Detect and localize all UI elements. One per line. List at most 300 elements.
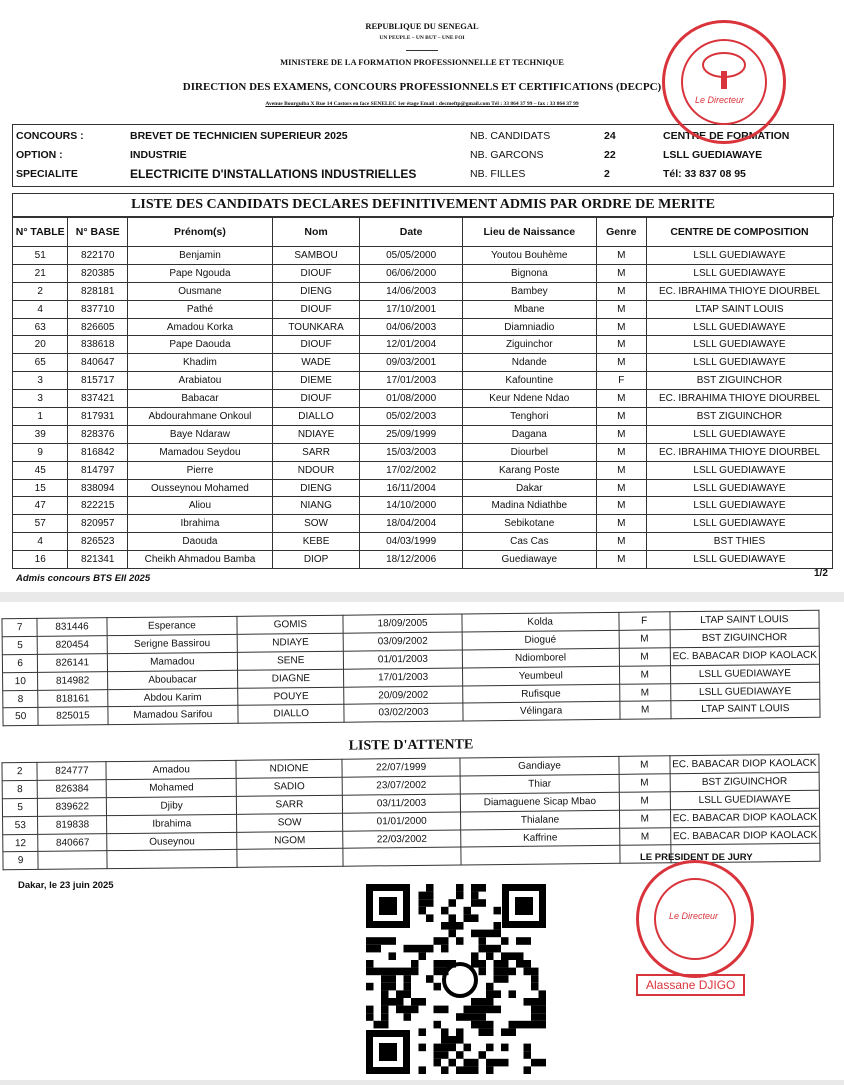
qr-module (426, 945, 434, 953)
cell-lieu: Diourbel (463, 443, 597, 461)
qr-module (539, 1059, 547, 1067)
table-row (13, 533, 833, 551)
cell-table: 9 (3, 852, 39, 870)
admis-table-continued (1, 610, 820, 727)
cell-prenom: Pierre (128, 461, 273, 479)
qr-module (381, 1013, 389, 1021)
cell-genre: M (596, 354, 646, 372)
qr-module (441, 1044, 449, 1052)
cell-nom: NDIONE (236, 759, 342, 778)
qr-module (381, 1021, 389, 1029)
nb-filles-value: 2 (604, 167, 610, 180)
concours-label: CONCOURS : (16, 129, 84, 142)
cell-nom: NDOUR (272, 461, 359, 479)
qr-module (366, 983, 374, 991)
qr-module (531, 998, 539, 1006)
cell-prenom: Abdourahmane Onkoul (128, 408, 273, 426)
cell-date: 09/03/2001 (360, 354, 463, 372)
col-nom: Nom (272, 218, 359, 247)
cell-prenom: Abdou Karim (107, 688, 238, 707)
qr-module (464, 1059, 472, 1067)
cell-prenom: Ibrahima (107, 814, 237, 833)
cell-nom: TOUNKARA (272, 318, 359, 336)
cell-table: 1 (13, 408, 68, 426)
cell-nom: POUYE (238, 687, 344, 706)
qr-module (524, 998, 532, 1006)
cell-base (38, 851, 107, 870)
col-prenom: Prénom(s) (128, 218, 273, 247)
cell-genre: M (596, 443, 646, 461)
qr-module (366, 968, 374, 976)
qr-module (404, 990, 412, 998)
table-row (13, 264, 833, 282)
cell-prenom: Khadim (128, 354, 273, 372)
cell-date: 14/10/2000 (360, 497, 463, 515)
cell-nom: DIOUF (272, 300, 359, 318)
cell-table: 8 (3, 690, 39, 708)
cell-date: 17/10/2001 (360, 300, 463, 318)
qr-module (441, 1051, 449, 1059)
cell-nom: DIOP (272, 551, 359, 569)
cell-table: 4 (13, 533, 68, 551)
cell-prenom: Djiby (107, 796, 237, 815)
cell-nom: SOW (272, 515, 359, 533)
cell-lieu: Thiar (460, 774, 619, 794)
president-label: LE PRESIDENT DE JURY (640, 852, 753, 863)
cell-prenom: Ouseynou (107, 832, 237, 851)
cell-base: 820454 (38, 636, 107, 655)
cell-table: 5 (2, 798, 38, 816)
cell-genre: M (596, 282, 646, 300)
cell-centre: EC. IBRAHIMA THIOYE DIOURBEL (646, 282, 832, 300)
table-row (13, 461, 833, 479)
republic-heading: REPUBLIQUE DU SENEGAL (365, 21, 479, 31)
specialite-label: SPECIALITE (16, 167, 78, 180)
cell-prenom: Babacar (128, 390, 273, 408)
qr-module (531, 1006, 539, 1014)
cell-date (343, 847, 461, 866)
qr-module (509, 968, 517, 976)
cell-lieu: Rufisque (462, 684, 619, 704)
qr-module (456, 1013, 464, 1021)
centre-label: CENTRE DE FORMATION (663, 129, 790, 142)
cell-prenom: Cheikh Ahmadou Bamba (128, 551, 273, 569)
qr-module (486, 1059, 494, 1067)
cell-base: 822215 (68, 497, 128, 515)
qr-module (524, 1044, 532, 1052)
qr-module (539, 998, 547, 1006)
qr-module (464, 1013, 472, 1021)
cell-nom: KEBE (272, 533, 359, 551)
cell-genre: F (596, 372, 646, 390)
qr-module (449, 960, 457, 968)
qr-module (516, 960, 524, 968)
qr-module (486, 983, 494, 991)
qr-module (539, 1013, 547, 1021)
cell-genre: M (619, 648, 670, 666)
qr-module (531, 975, 539, 983)
cell-table: 4 (13, 300, 68, 318)
cell-nom: SADIO (236, 777, 342, 796)
cell-centre: EC. IBRAHIMA THIOYE DIOURBEL (646, 390, 832, 408)
cell-genre: M (596, 264, 646, 282)
cell-table: 47 (13, 497, 68, 515)
table-row (13, 300, 833, 318)
qr-module (434, 1044, 442, 1052)
qr-module (486, 1044, 494, 1052)
cell-lieu: Ndande (463, 354, 597, 372)
cell-date: 04/06/2003 (360, 318, 463, 336)
qr-module (486, 945, 494, 953)
table-row (13, 551, 833, 569)
cell-base: 838094 (68, 479, 128, 497)
cell-lieu: Keur Ndene Ndao (463, 390, 597, 408)
qr-module (441, 937, 449, 945)
cell-nom: WADE (272, 354, 359, 372)
qr-module (479, 937, 487, 945)
cell-genre: M (596, 300, 646, 318)
qr-module (479, 1021, 487, 1029)
cell-genre: M (619, 774, 670, 792)
col-date: Date (360, 218, 463, 247)
qr-module (419, 899, 427, 907)
table-row (13, 372, 833, 390)
concours-value: BREVET DE TECHNICIEN SUPERIEUR 2025 (130, 129, 348, 142)
qr-module (486, 952, 494, 960)
cell-base: 824777 (37, 762, 106, 781)
cell-lieu: Thialane (461, 810, 620, 830)
cell-prenom: Mamadou Seydou (128, 443, 273, 461)
cell-centre: LTAP SAINT LOUIS (670, 610, 820, 629)
cell-nom: DIENG (272, 282, 359, 300)
cell-lieu: Guediawaye (463, 551, 597, 569)
cell-table: 10 (3, 672, 39, 690)
nb-garcons-value: 22 (604, 148, 616, 161)
qr-module (404, 968, 412, 976)
col-base: N° BASE (68, 218, 128, 247)
qr-module (441, 945, 449, 953)
qr-module (471, 930, 479, 938)
table-row (13, 318, 833, 336)
cell-date: 01/01/2003 (344, 650, 462, 669)
qr-module (486, 930, 494, 938)
qr-module (479, 945, 487, 953)
cell-genre: M (596, 533, 646, 551)
qr-module (419, 892, 427, 900)
qr-module (434, 1059, 442, 1067)
cell-lieu: Cas Cas (463, 533, 597, 551)
cell-base: 826384 (38, 780, 107, 799)
cell-prenom: Pape Daouda (128, 336, 273, 354)
qr-module (531, 968, 539, 976)
cell-date: 01/01/2000 (343, 812, 461, 831)
cell-prenom: Amadou (106, 760, 236, 779)
cell-table: 57 (13, 515, 68, 533)
qr-module (479, 998, 487, 1006)
table-row (13, 247, 833, 265)
table-header-row (13, 218, 833, 247)
qr-module (494, 968, 502, 976)
qr-module (396, 968, 404, 976)
qr-module (524, 968, 532, 976)
cell-date: 01/08/2000 (360, 390, 463, 408)
cell-date: 18/04/2004 (360, 515, 463, 533)
cell-genre: M (596, 551, 646, 569)
qr-module (471, 892, 479, 900)
qr-module (404, 1006, 412, 1014)
table-row (13, 425, 833, 443)
cell-prenom: Aboubacar (107, 670, 238, 689)
cell-centre: BST ZIGUINCHOR (646, 372, 832, 390)
stamp-center-text: Le Directeur (695, 95, 745, 105)
qr-module (441, 922, 449, 930)
qr-module (411, 960, 419, 968)
cell-nom: DIAGNE (238, 669, 344, 688)
qr-module (471, 952, 479, 960)
cell-base: 821341 (68, 551, 128, 569)
qr-module (531, 983, 539, 991)
qr-module (456, 1036, 464, 1044)
qr-module (509, 1028, 517, 1036)
qr-module (426, 914, 434, 922)
qr-module (494, 1006, 502, 1014)
qr-module (441, 907, 449, 915)
cell-prenom: Arabiatou (128, 372, 273, 390)
cell-centre: EC. BABACAR DIOP KAOLACK (670, 826, 820, 845)
qr-module (366, 945, 374, 953)
cell-prenom: Pathé (128, 300, 273, 318)
qr-module (389, 983, 397, 991)
qr-module (471, 998, 479, 1006)
qr-module (524, 1021, 532, 1029)
cell-date: 23/07/2002 (342, 776, 460, 795)
cell-centre: LSLL GUEDIAWAYE (646, 515, 832, 533)
qr-module (494, 907, 502, 915)
table-row (13, 443, 833, 461)
cell-nom: DIENG (272, 479, 359, 497)
table-row (13, 515, 833, 533)
cell-nom: DIOUF (272, 336, 359, 354)
cell-lieu: Gandiaye (460, 756, 619, 776)
option-label: OPTION : (16, 148, 63, 161)
cell-genre: M (596, 479, 646, 497)
specialite-value: ELECTRICITE D'INSTALLATIONS INDUSTRIELLES (130, 166, 417, 181)
qr-module (434, 968, 442, 976)
cell-lieu (461, 846, 620, 866)
qr-module (389, 952, 397, 960)
cell-prenom: Serigne Bassirou (107, 634, 238, 653)
cell-table: 65 (13, 354, 68, 372)
cell-table: 16 (13, 551, 68, 569)
table-row (13, 354, 833, 372)
qr-module (479, 968, 487, 976)
cell-base: 838618 (68, 336, 128, 354)
cell-base: 816842 (68, 443, 128, 461)
qr-module (381, 937, 389, 945)
cell-table: 7 (2, 618, 38, 636)
qr-module (539, 1021, 547, 1029)
qr-module (374, 968, 382, 976)
cell-genre: M (619, 809, 670, 827)
qr-module (434, 983, 442, 991)
cell-nom: SARR (236, 795, 342, 814)
qr-module (374, 945, 382, 953)
cell-lieu: Dakar (463, 479, 597, 497)
qr-module (426, 884, 434, 892)
qr-module (381, 968, 389, 976)
cell-lieu: Tenghori (463, 408, 597, 426)
table-row (13, 390, 833, 408)
cell-date: 15/03/2003 (360, 443, 463, 461)
cell-centre: EC. IBRAHIMA THIOYE DIOURBEL (646, 443, 832, 461)
col-genre: Genre (596, 218, 646, 247)
qr-module (456, 922, 464, 930)
qr-module (419, 945, 427, 953)
cell-centre: EC. BABACAR DIOP KAOLACK (670, 754, 820, 773)
qr-module (456, 1066, 464, 1074)
qr-module (501, 1044, 509, 1052)
qr-module (494, 1059, 502, 1067)
cell-base: 840667 (38, 833, 107, 852)
stamp-center-text-2: Le Directeur (669, 911, 719, 921)
cell-table: 5 (2, 636, 38, 654)
cell-lieu: Mbane (463, 300, 597, 318)
qr-module (494, 922, 502, 930)
qr-module (464, 1044, 472, 1052)
cell-nom: SAMBOU (272, 247, 359, 265)
qr-module (471, 914, 479, 922)
qr-module (486, 1066, 494, 1074)
cell-table: 2 (13, 282, 68, 300)
cell-lieu: Madina Ndiathbe (463, 497, 597, 515)
col-table: N° TABLE (13, 218, 68, 247)
cell-date: 03/02/2003 (344, 703, 462, 722)
qr-module (374, 937, 382, 945)
cell-genre: M (619, 792, 670, 810)
qr-module (396, 1006, 404, 1014)
qr-module (479, 884, 487, 892)
motto: UN PEUPLE – UN BUT – UNE FOI (379, 35, 465, 41)
cell-base: 840647 (68, 354, 128, 372)
qr-module (449, 922, 457, 930)
qr-module (449, 899, 457, 907)
qr-module (366, 1013, 374, 1021)
qr-module (449, 1036, 457, 1044)
qr-module (434, 960, 442, 968)
cell-date: 16/11/2004 (360, 479, 463, 497)
qr-module (501, 1028, 509, 1036)
cell-lieu: Ziguinchor (463, 336, 597, 354)
cell-table: 50 (3, 708, 39, 726)
cell-table: 63 (13, 318, 68, 336)
qr-module (366, 937, 374, 945)
cell-prenom: Baye Ndaraw (128, 425, 273, 443)
cell-nom: DIEME (272, 372, 359, 390)
qr-module (396, 990, 404, 998)
cell-base: 826605 (68, 318, 128, 336)
nb-candidats-value: 24 (604, 129, 616, 142)
cell-table: 53 (3, 816, 39, 834)
qr-module (501, 960, 509, 968)
qr-module (456, 892, 464, 900)
cell-date: 14/06/2003 (360, 282, 463, 300)
cell-date: 05/02/2003 (360, 408, 463, 426)
cell-table: 15 (13, 479, 68, 497)
qr-module (531, 1059, 539, 1067)
cell-base: 819838 (38, 815, 107, 834)
qr-module (434, 937, 442, 945)
qr-module (524, 1051, 532, 1059)
cell-base: 820957 (68, 515, 128, 533)
qr-module (479, 960, 487, 968)
cell-base: 814982 (38, 671, 107, 690)
cell-genre: M (596, 390, 646, 408)
qr-module (509, 1021, 517, 1029)
cell-date: 22/03/2002 (343, 830, 461, 849)
cell-genre: M (619, 630, 670, 648)
qr-module (426, 899, 434, 907)
qr-module (396, 998, 404, 1006)
qr-module (456, 884, 464, 892)
qr-module (441, 1028, 449, 1036)
qr-module (531, 1021, 539, 1029)
cell-prenom: Mohamed (107, 778, 237, 797)
qr-module (524, 960, 532, 968)
qr-module (479, 1006, 487, 1014)
qr-module (501, 968, 509, 976)
signature-name: Alassane DJIGO (636, 974, 745, 996)
cell-genre: M (619, 683, 670, 701)
cell-table: 12 (3, 834, 39, 852)
cell-centre: BST ZIGUINCHOR (646, 408, 832, 426)
cell-date: 12/01/2004 (360, 336, 463, 354)
cell-table: 51 (13, 247, 68, 265)
qr-module (486, 998, 494, 1006)
qr-module (441, 1066, 449, 1074)
cell-centre: LSLL GUEDIAWAYE (646, 479, 832, 497)
qr-module (524, 937, 532, 945)
qr-module (464, 914, 472, 922)
direction-heading: DIRECTION DES EXAMENS, CONCOURS PROFESSIONNELS ET CERTIFICATIONS (DECPC) (182, 81, 662, 93)
qr-module (441, 960, 449, 968)
qr-module (381, 998, 389, 1006)
cell-date: 20/09/2002 (344, 686, 462, 705)
qr-module (471, 1066, 479, 1074)
cell-genre: M (596, 425, 646, 443)
cell-base: 839622 (38, 797, 107, 816)
qr-module (366, 1006, 374, 1014)
cell-nom: NDIAYE (272, 425, 359, 443)
qr-module (479, 1013, 487, 1021)
qr-module (426, 975, 434, 983)
qr-module (479, 899, 487, 907)
qr-module (456, 937, 464, 945)
cell-table: 2 (2, 762, 38, 780)
qr-module (449, 930, 457, 938)
cell-lieu: Yeumbeul (462, 666, 619, 686)
cell-centre: LSLL GUEDIAWAYE (646, 336, 832, 354)
cell-lieu: Diamniadio (463, 318, 597, 336)
cell-genre: F (619, 612, 670, 630)
footer-label: Admis concours BTS EII 2025 (16, 573, 151, 584)
cell-table: 8 (2, 780, 38, 798)
qr-module (419, 998, 427, 1006)
qr-module (411, 1006, 419, 1014)
cell-genre: M (619, 827, 670, 845)
qr-module (471, 1059, 479, 1067)
cell-lieu: Kaffrine (461, 828, 620, 848)
cell-genre: M (596, 318, 646, 336)
